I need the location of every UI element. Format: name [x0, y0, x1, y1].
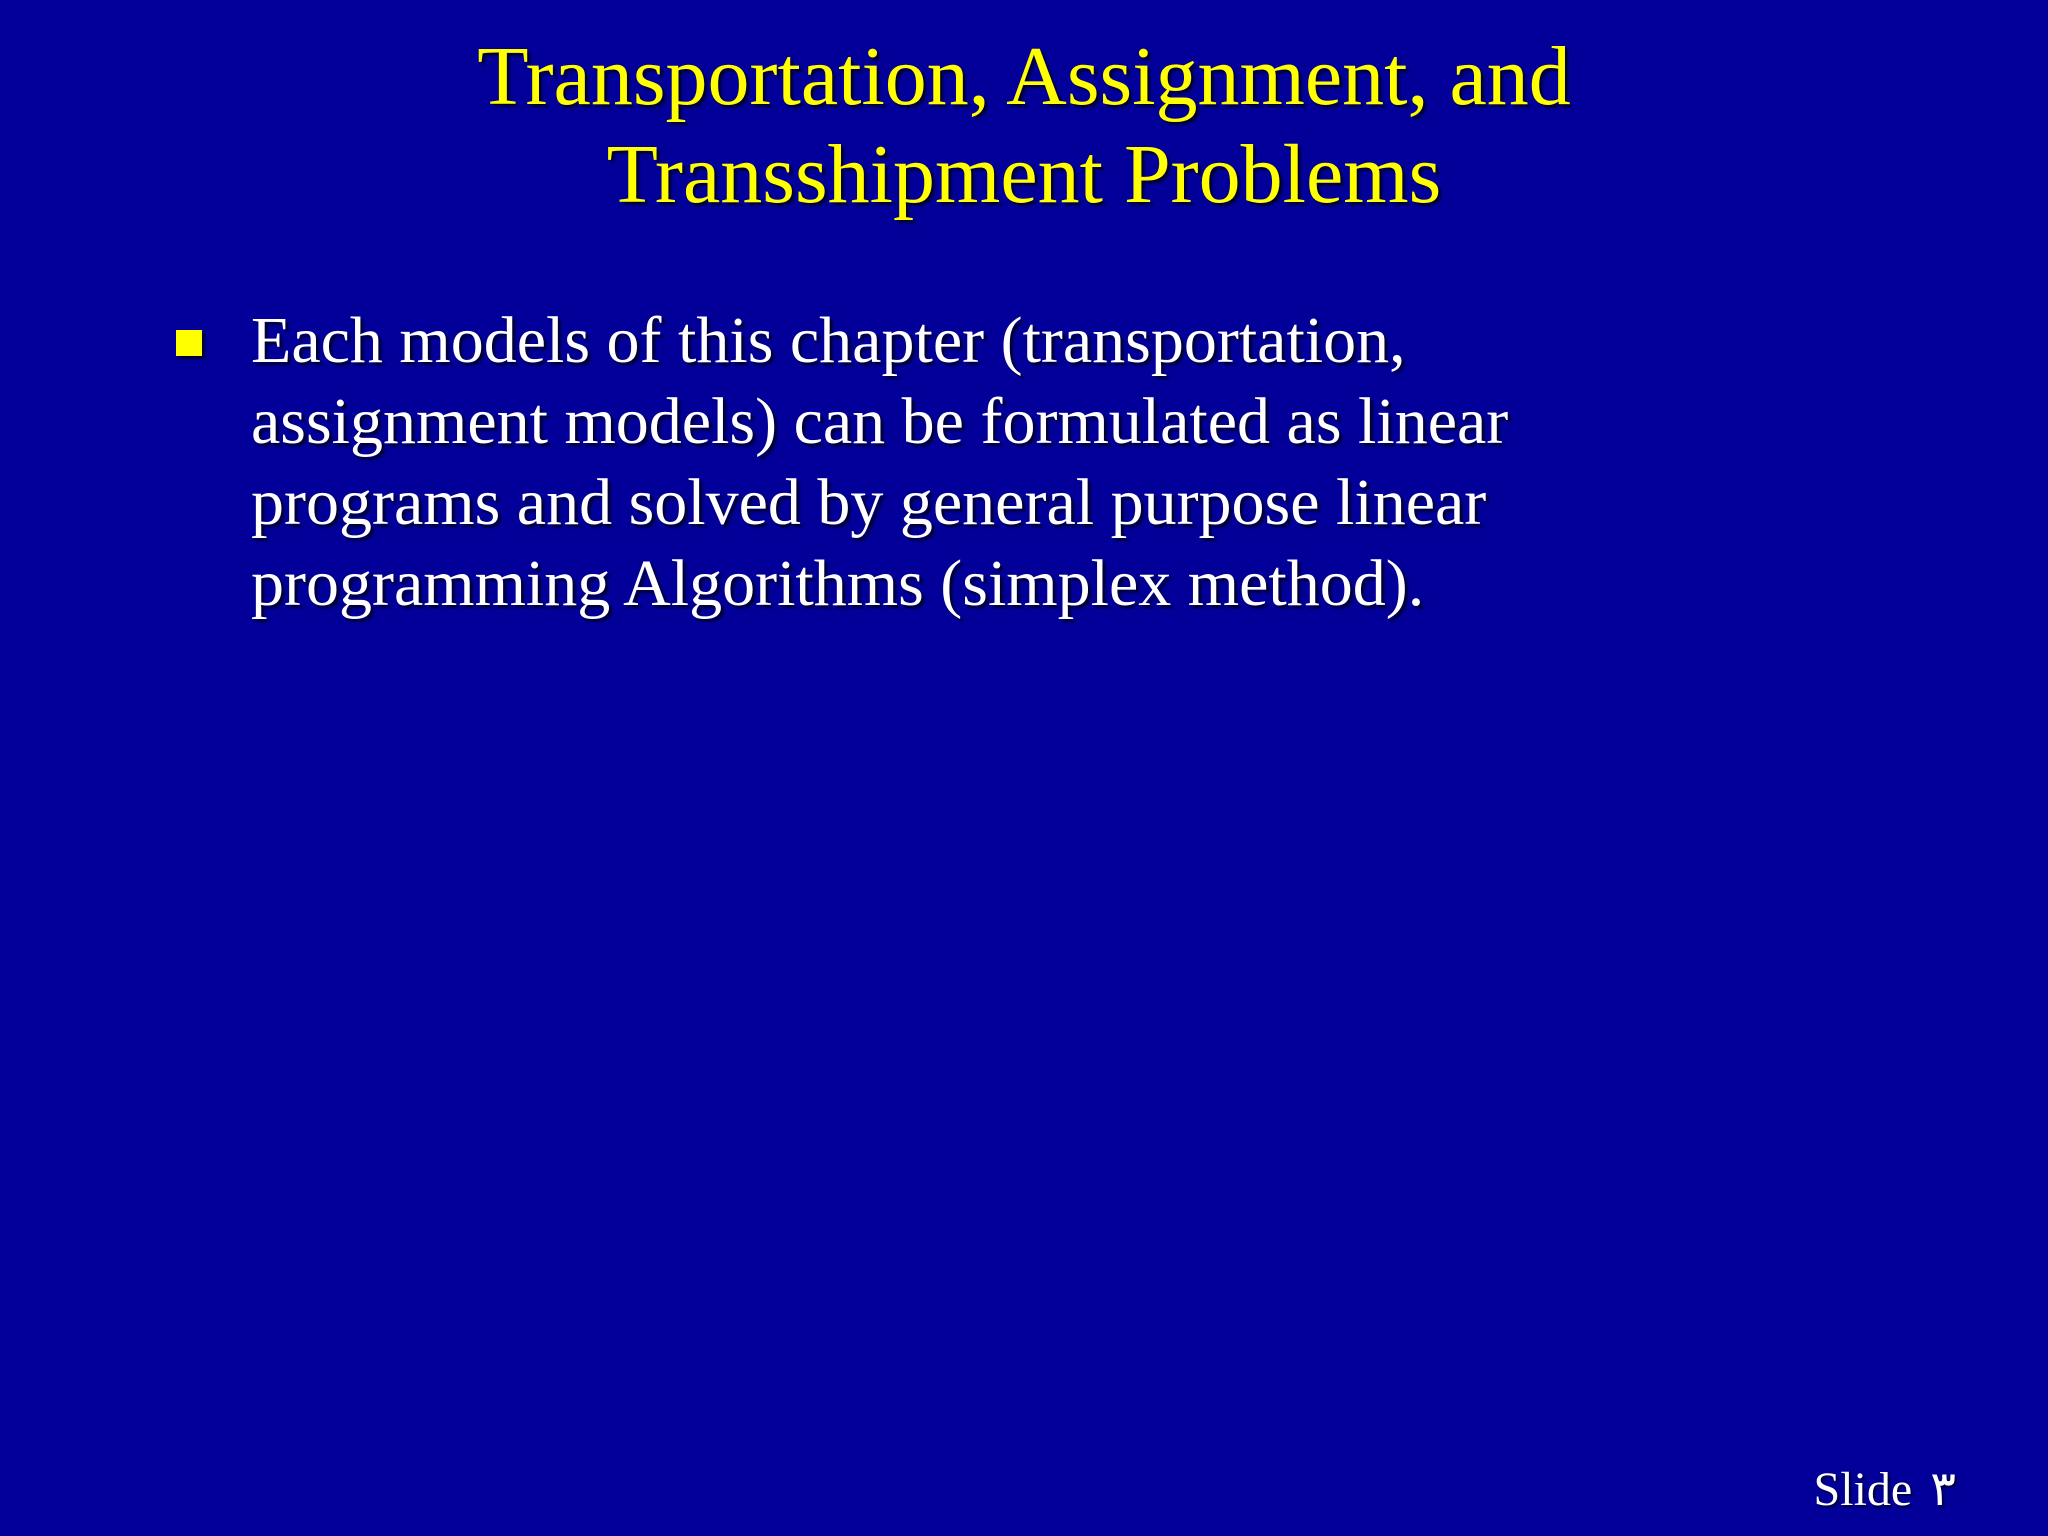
slide-title: [0, 28, 2048, 224]
bullet-text-line-4: programming Algorithms (simplex method).: [251, 547, 1425, 620]
slide-number: ٣: [1930, 1463, 1956, 1516]
slide-title-line-1: Transportation, Assignment, and: [477, 30, 1571, 123]
slide-number-footer: [1814, 1462, 1956, 1518]
bullet-text: [251, 300, 1731, 624]
bullet-text-line-1: Each models of this chapter (transportation,: [251, 304, 1406, 377]
slide-label: Slide: [1813, 1463, 1913, 1516]
bullet-text-line-3: programs and solved by general purpose linear: [251, 466, 1487, 539]
square-bullet-icon: [176, 330, 202, 356]
slide-title-line-2: Transshipment Problems: [606, 128, 1442, 221]
bullet-text-line-2: assignment models) can be formulated as linear: [251, 385, 1509, 458]
